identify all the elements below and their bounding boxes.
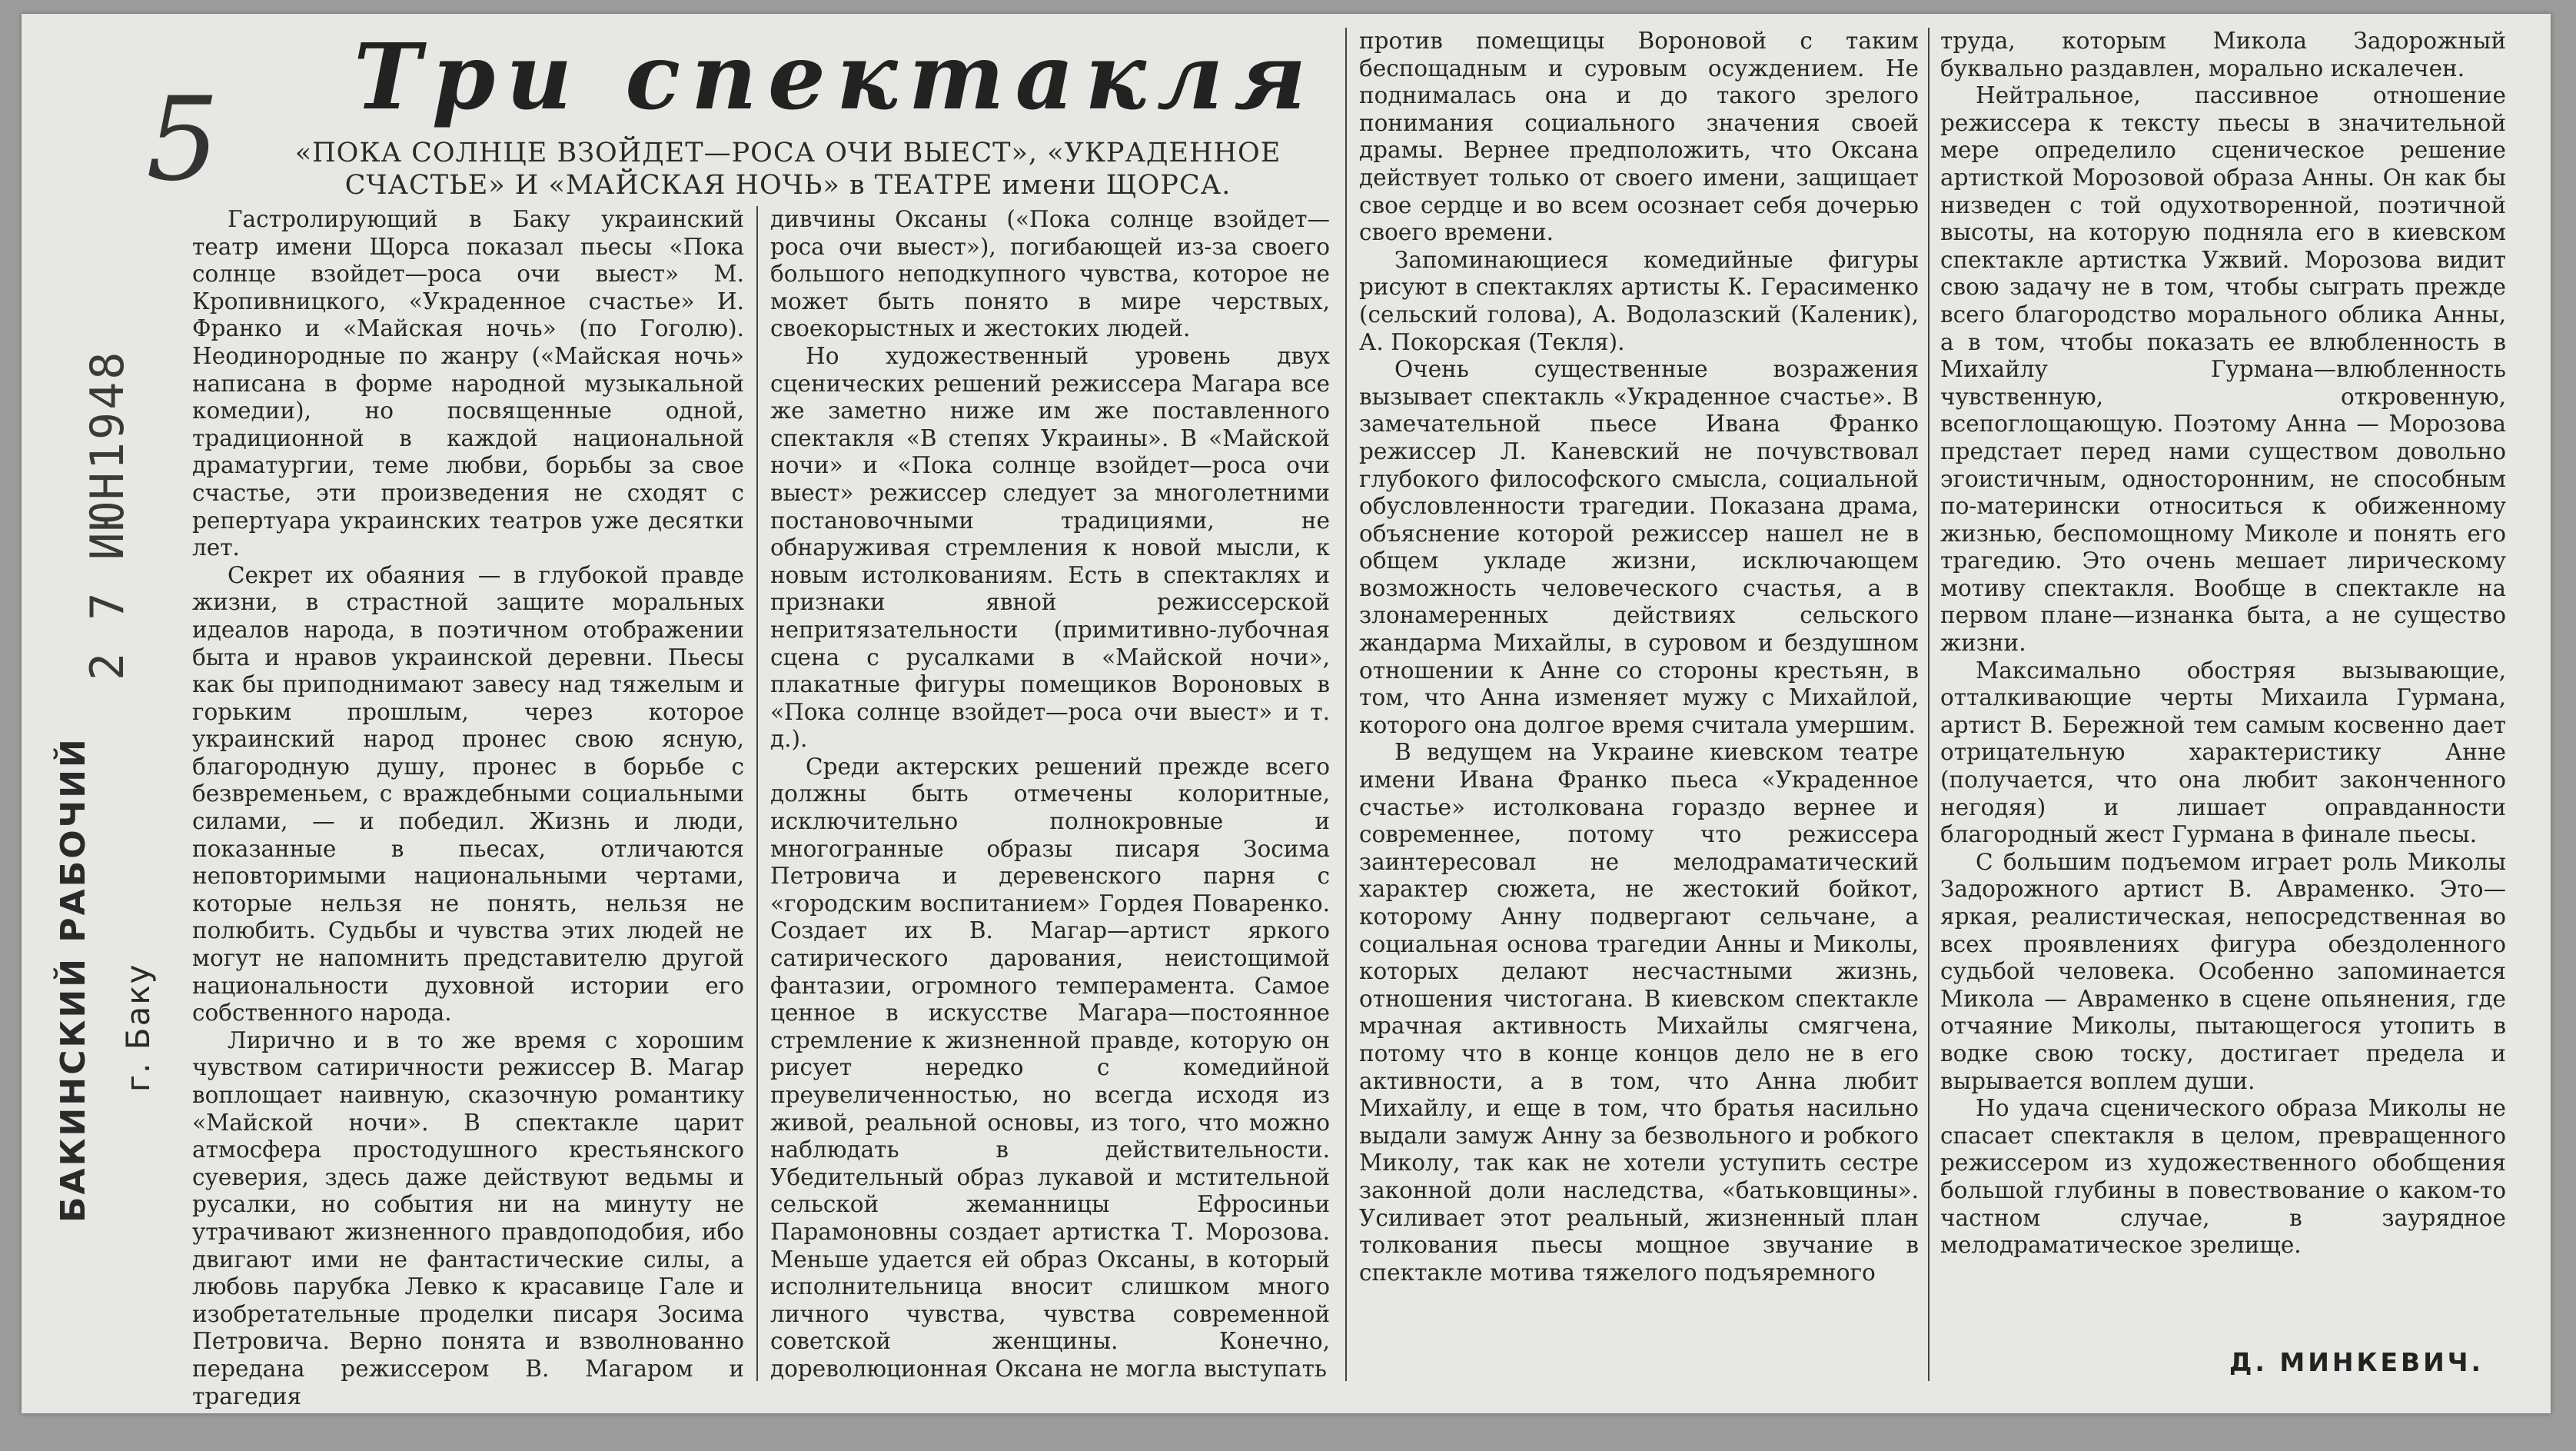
paragraph: дивчины Оксаны («Пока солнце взойдет—роса очи выест»), погибающей из-за своего большого неподкупного чувства, которое не может быть понято в мире черствых, своекорыстных и жестоких людей. [770, 206, 1330, 342]
date-stamp: 2 7 ИЮН1948 [81, 349, 135, 681]
paragraph: Секрет их обаяния — в глубокой правде жизни, в страстной защите моральных идеалов народа, в поэтичном отображении быта и нравов украинской деревни. Пьесы как бы приподнимают завесу над тяжелым и горьким прошлым, через которое украинский народ пронес свою ясную, благородную душу, пронес в борьбе с безвременьем, с враждебными социальными силами, — и победил. Жизнь и люди, показанные в пьесах, отличаются неповторимыми национальными чертами, которые нельзя не понять, нельзя не полюбить. Судьбы и чувства этих людей не могут не напомнить представителю другой национальности духовной истории его собственного народа. [192, 561, 744, 1027]
paragraph: С большим подъемом играет роль Миколы Задорожного артист В. Авраменко. Это—яркая, реалистическая, непосредственная во всех проявлениях фигура обездоленного судьбой человека. Особенно запоминается Микола — Авраменко в сцене опьянения, где отчаяние Миколы, пытающегося утопить в водке свою тоску, достигает предела и вырывается воплем души. [1940, 848, 2506, 1094]
article-column-1 [192, 206, 744, 1409]
author-signature: Д. МИНКЕВИЧ. [2229, 1347, 2484, 1377]
paragraph: Но удача сценического образа Миколы не спасает спектакля в целом, превращенного режиссером из художественного обобщения большой глубины в повествование о каком-то частном случае, в заурядное мелодраматическое зрелище. [1940, 1095, 2506, 1259]
column-divider [1345, 28, 1347, 1381]
article-title: Три спектакля [354, 23, 1318, 130]
paragraph: Нейтральное, пассивное отношение режиссера к тексту пьесы в значительной мере определило сценическое решение артисткой Морозовой образа Анны. Он как бы низведен с той одухотворенной, поэтичной высоты, на которую подняла его в киевском спектакле артистка Ужвий. Морозова видит свою задачу не в том, чтобы сыграть прежде всего благородство морального облика Анны, а в том, чтобы показать ее влюбленность в Михайлу Гурмана—влюбленность чувственную, откровенную, всепоглощающую. Поэтому Анна — Морозова предстает перед нами существом довольно эгоистичным, односторонним, не способным по-матерински относиться к обиженному жизнью, беспомощному Миколе и понять его трагедию. Это очень мешает лирическому мотиву спектакля. Вообще в спектакле на первом плане—изнанка быта, а не существо жизни. [1940, 82, 2506, 657]
paragraph: Запоминающиеся комедийные фигуры рисуют в спектаклях артисты К. Герасименко (сельский голова), А. Водолазский (Каленик), А. Покорская (Текля). [1359, 246, 1919, 355]
paragraph: труда, которым Микола Задорожный буквально раздавлен, морально искалечен. [1940, 28, 2506, 82]
paragraph: Среди актерских решений прежде всего должны быть отмечены колоритные, исключительно полнокровные и многогранные образы писаря Зосима Петровича и деревенского парня с «городским воспитанием» Гордея Поваренко. Создает их В. Магар—артист яркого сатирического дарования, неистощимой фантазии, огромного темперамента. Самое ценное в искусстве Магара—постоянное стремление к жизненной правде, которую он рисует нередко с комедийной преувеличенностью, но всегда исходя из живой, реальной основы, из того, что можно наблюдать в действительности. Убедительный образ лукавой и мстительной сельской жеманницы Ефросиньи Парамоновны создает артистка Т. Морозова. Меньше удается ей образ Оксаны, в который исполнительница вносит слишком много личного чувства, чувства современной советской женщины. Конечно, дореволюционная Оксана не могла выступать [770, 753, 1330, 1382]
city-stamp: г. Баку [119, 963, 157, 1092]
paragraph: Гастролирующий в Баку украинский театр имени Щорса показал пьесы «Пока солнце взойдет—роса очи выест» М. Кропивницкого, «Украденное счастье» И. Франко и «Майская ночь» (по Гоголю). Неодинородные по жанру («Майская ночь» написана в форме народной музыкальной комедии), но посвященные одной, традиционной в каждой национальной драматургии, теме любви, борьбы за свое счастье, эти произведения не сходят с репертуара украинских театров уже десятки лет. [192, 206, 744, 561]
paragraph: Очень существенные возражения вызывает спектакль «Украденное счастье». В замечательной пьесе Ивана Франко режиссер Л. Каневский не почувствовал глубокого философского смысла, социальной обусловленности трагедии. Показана драма, объяснение которой режиссер нашел не в общем укладе жизни, исключающем возможность человеческого счастья, а в злонамеренных действиях сельского жандарма Михайлы, в суровом и бездушном отношении к Анне со стороны крестьян, в том, что Анна изменяет мужу с Михайлой, которого она долгое время считала умершим. [1359, 356, 1919, 738]
article-column-3 [1359, 28, 1919, 1383]
paragraph: Максимально обостряя вызывающие, отталкивающие черты Михаила Гурмана, артист В. Бережной тем самым косвенно дает отрицательную характеристику Анне (получается, что она любит законченного негодяя) и лишает оправданности благородный жест Гурмана в финале пьесы. [1940, 657, 2506, 848]
paragraph: Но художественный уровень двух сценических решений режиссера Магара все же заметно ниже им же поставленного спектакля «В степях Украины». В «Майской ночи» и «Пока солнце взойдет—роса очи выест» режиссер следует за многолетними постановочными традициями, не обнаруживая стремления к новой мысли, к новым истолкованиям. Есть в спектаклях и признаки явной режиссерской непритязательности (примитивно-лубочная сцена с русалками в «Майской ночи», плакатные фигуры помещиков Вороновых в «Пока солнце взойдет—роса очи выест» и т. д.). [770, 342, 1330, 753]
newspaper-name-stamp: БАКИНСКИЙ РАБОЧИЙ [54, 737, 93, 1223]
article-column-4 [1940, 28, 2506, 1335]
paragraph: Лирично и в то же время с хорошим чувством сатиричности режиссер В. Магар воплощает наивную, сказочную романтику «Майской ночи». В спектакле царит атмосфера простодушного крестьянского суеверия, здесь даже действуют ведьмы и русалки, но события ни на минуту не утрачивают жизненного правдоподобия, ибо двигают ими не фантастические силы, а любовь парубка Левко к красавице Гале и изобретательные проделки писаря Зосима Петровича. Верно понята и взволнованно передана режиссером В. Магаром и трагедия [192, 1027, 744, 1409]
article-column-2 [770, 206, 1330, 1383]
paragraph: В ведущем на Украине киевском театре имени Ивана Франко пьеса «Украденное счастье» истолкована гораздо вернее и современнее, потому что режиссера заинтересовал не мелодраматический характер сюжета, не жестокий бойкот, которому Анну подвергают сельчане, а социальная основа трагедии Анны и Миколы, которых делают несчастными жизнь, отношения чистогана. В киевском спектакле мрачная активность Михайлы смягчена, потому что в конце концов дело не в его активности, а в том, что Анна любит Михайлу, и еще в том, что братья насильно выдали замуж Анну за безвольного и робкого Миколу, так как не хотели уступить сестре законной доли наследства, «батьковщины». Усиливает этот реальный, жизненный план толкования пьесы мощное звучание в спектакле мотива тяжелого подъяремного [1359, 739, 1919, 1286]
column-divider [756, 206, 758, 1381]
article-subtitle: «ПОКА СОЛНЦЕ ВЗОЙДЕТ—РОСА ОЧИ ВЫЕСТ», «УКРАДЕННОЕ СЧАСТЬЕ» И «МАЙСКАЯ НОЧЬ» в ТЕАТРЕ имени ЩОРСА. [294, 138, 1281, 201]
column-divider [1928, 28, 1930, 1381]
page-number: 5 [146, 73, 220, 207]
paragraph: против помещицы Вороновой с таким беспощадным и суровым осуждением. Не поднималась она и до такого зрелого понимания социального значения своей драмы. Вернее предположить, что Оксана действует только от своего имени, защищает свое сердце и во всем осознает себя дочерью своего времени. [1359, 28, 1919, 246]
